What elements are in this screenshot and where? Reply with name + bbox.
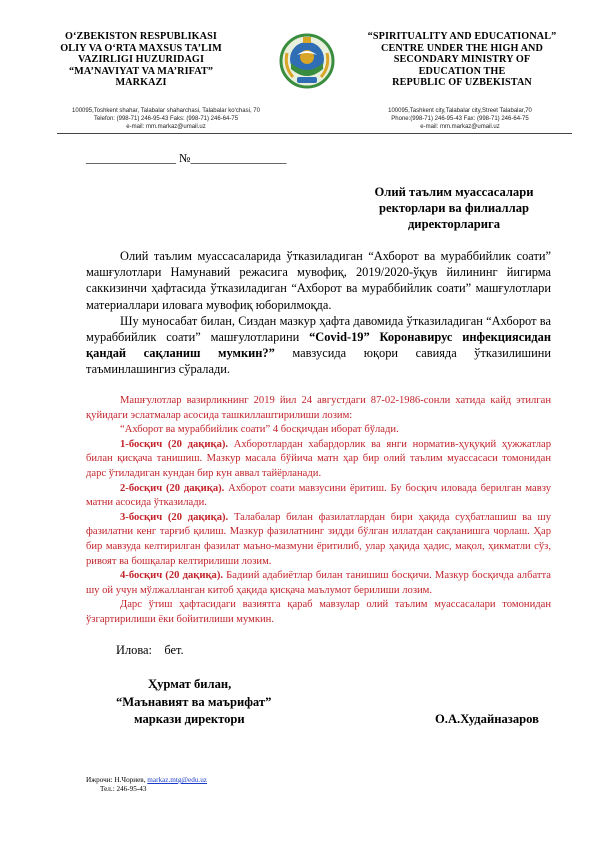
header-left-address — [55, 107, 277, 132]
address-line: Telefon: (998-71) 246-95-43 Faks: (998-71) 246-64-75 — [93, 116, 239, 123]
stage-1 — [86, 438, 551, 482]
address-line: 100095,Toshkent shahar, Talabalar shaharchasi, Talabalar ko‘chasi, 70 — [72, 108, 260, 114]
left-title-line: OLIY VA O‘RTA MAXSUS TA’LIM — [60, 42, 222, 54]
left-title-line: “MA’NAVIYAT VA MA’RIFAT” — [68, 65, 214, 77]
right-title-line: “SPIRITUALITY AND EDUCATIONAL” — [367, 31, 557, 42]
header-left-title — [56, 31, 226, 89]
left-title-line: O‘ZBEKISTON RESPUBLIKASI — [65, 31, 217, 42]
address-line: Phone:(998-71) 246-95-43 Fax: (998-71) 246-64-75 — [391, 116, 529, 123]
instructions-intro: Машғулотлар вазирликнинг 2019 йил 24 августдаги 87-02-1986-сонли хатида кайд этилган қуйидаги эслатмалар асосида ташкиллаштирилиши лозим: — [86, 395, 551, 421]
stages-count: “Ахборот ва мураббийлик соати” 4 босқичдан иборат бўлади. — [120, 424, 399, 436]
executor-label: Ижрочи: Н.Чориев, — [86, 776, 148, 784]
stage-1-label: 1-босқич (20 дақиқа). — [120, 438, 229, 450]
header-divider — [57, 133, 572, 134]
stage-2-label: 2-босқич (20 дақиқа). — [120, 482, 225, 494]
addressee-line: директорларига — [407, 217, 501, 232]
footer-phone: Тел.: 246-95-43 — [100, 785, 147, 793]
stage-4-text: Бадиий адабиётлар билан танишиш босқичи. Мазкур босқичда албатта шу ой учун мўлжалланган китоб ҳақида қисқача маълумот берилиши лозим. — [86, 570, 551, 596]
document-number-line: _______________ №________________ — [86, 151, 287, 165]
request-text: Шу муносабат билан, Сиздан мазкур ҳафта давомида ўтказиладиган “Ахборот ва мураббийлик соати” машғулотларини — [86, 313, 551, 345]
left-title-line: VAZIRLIGI HUZURIDAGI — [77, 54, 205, 66]
footer-executor — [86, 776, 207, 785]
executor-email-link[interactable]: markaz.mtg@edu.uz — [147, 776, 208, 784]
header-right-title — [366, 31, 558, 89]
stage-4 — [86, 569, 551, 598]
address-line: e-mail: mm.markaz@umail.uz — [420, 124, 500, 131]
stage-3-text: Талабалар билан фазилатлардан бири ҳақида суҳбатлашиш ва шу фазилатни кенг тарғиб қилиш. Мазкур фазилатнинг зидди бўлган иллатдан сақланишга чорлаш. Ҳар бир мавзуда келтирилган фазилат маъно-мазмуни ёритилиб, улар ҳақида ҳадис, мақол, ҳикматли сўз, ривоят ва бошқалар келтирилиши лозим. — [86, 511, 551, 567]
stage-1-text: Ахборотлардан хабардорлик ва янги норматив-ҳуқуқий ҳужжатлар билан қисқача танишиш. Мазкур масала бўйича матн ҳар бир олий таълим муассасаси томонидан дарс ўтиладиган кундан бир кун аввал тайёрланади. — [86, 438, 551, 479]
stage-2-text: Ахборот соати мавзусини ёритиш. Бу босқич иловада берилган мавзу матни асосида ўтказилади. — [86, 482, 551, 509]
signature-name: О.А.Худайназаров — [435, 712, 539, 726]
request-text-end: мавзусида юқори савияда ўтказилишини таъминлашингиз сўралади. — [86, 346, 551, 377]
letter-body — [86, 248, 551, 378]
addressee-line: Олий таълим муассасалари — [374, 185, 534, 199]
header-right-address — [349, 107, 571, 132]
attachment-note: Илова: бет. — [116, 643, 184, 657]
signature-position: маркази директори — [134, 712, 245, 726]
instructions-block — [86, 394, 551, 628]
stage-3-label: 3-босқич (20 дақиқа). — [120, 511, 229, 523]
instructions-closing: Дарс ўтиш ҳафтасидаги вазиятга қараб мавзулар олий таълим муассасалари томонидан ўзгартирилиши ёки бойитилиши мумкин. — [86, 599, 551, 625]
right-title-line: REPUBLIC OF UZBEKISTAN — [392, 77, 532, 89]
addressee-block — [356, 184, 552, 233]
uzbekistan-emblem-icon — [279, 33, 335, 89]
address-line: 100095,Tashkent city,Talabalar city,Street Talabalar,70 — [388, 108, 532, 114]
signature-organization: “Маънавият ва маърифат” — [116, 695, 272, 709]
right-title-line: CENTRE UNDER THE HIGH AND — [381, 42, 543, 54]
stage-4-label: 4-босқич (20 дақиқа). — [120, 570, 224, 582]
topic-title: “Covid-19” Коронавирус инфекциясидан қандай сақланиш мумкин?” — [86, 330, 551, 361]
right-title-line: SECONDARY MINISTRY OF — [393, 54, 531, 66]
paragraph-intro: Олий таълим муассасаларида ўтказиладиган “Ахборот ва мураббийлик соати” машғулотлари Намунавий режасига мувофиқ, 2019/2020-ўқув йилининг йигирма саккизинчи ҳафтасида ўтказиладиган “Ахборот ва мураббийлик соати” машғулотлари материаллари иловага мувофиқ юборилмоқда. — [86, 249, 551, 312]
stage-2 — [86, 482, 551, 511]
stage-3 — [86, 511, 551, 569]
left-title-line: MARKAZI — [115, 77, 167, 89]
right-title-line: EDUCATION THE — [418, 65, 506, 77]
address-line: e-mail: mm.markaz@umail.uz — [126, 124, 206, 131]
signature-regards: Ҳурмат билан, — [148, 677, 232, 691]
paragraph-request — [86, 313, 551, 378]
addressee-line: ректорлари ва филиаллар — [378, 201, 529, 216]
